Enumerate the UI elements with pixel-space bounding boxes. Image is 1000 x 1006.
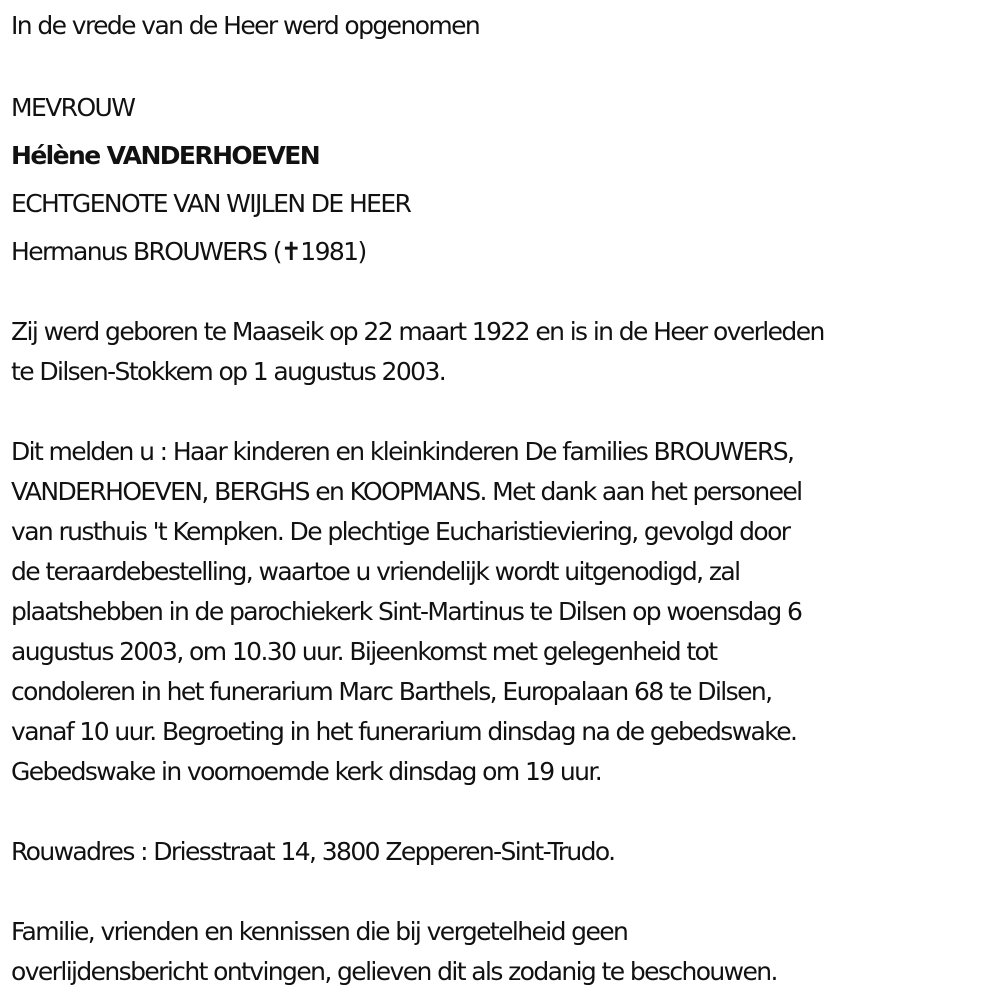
- announcement-paragraph: [11, 432, 993, 792]
- spouse-death-year: 1981): [300, 237, 366, 266]
- title-text: MEVROUW: [11, 93, 135, 122]
- deceased-header: [11, 84, 993, 276]
- announcement-line: augustus 2003, om 10.30 uur. Bijeenkomst met gelegenheid tot: [11, 637, 717, 666]
- deceased-name: Hélène VANDERHOEVEN: [11, 141, 320, 170]
- intro-text: In de vrede van de Heer werd opgenomen: [11, 11, 480, 40]
- birth-death-paragraph: [11, 312, 993, 392]
- intro-paragraph: [11, 6, 993, 46]
- closing-line-1: Familie, vrienden en kennissen die bij vergetelheid geen: [11, 917, 628, 946]
- address-paragraph: [11, 832, 993, 872]
- announcement-line: van rusthuis 't Kempken. De plechtige Eucharistieviering, gevolgd door: [11, 517, 790, 546]
- announcement-line: VANDERHOEVEN, BERGHS en KOOPMANS. Met dank aan het personeel: [11, 477, 802, 506]
- cross-icon: ✝: [280, 237, 301, 266]
- spouse-name: Hermanus BROUWERS (: [11, 237, 281, 266]
- spouse-name-line: [11, 228, 993, 276]
- announcement-line: condoleren in het funerarium Marc Barthels, Europalaan 68 te Dilsen,: [11, 677, 772, 706]
- announcement-line: vanaf 10 uur. Begroeting in het funerarium dinsdag na de gebedswake.: [11, 717, 797, 746]
- mourning-address: Rouwadres : Driesstraat 14, 3800 Zepperen-Sint-Trudo.: [11, 837, 615, 866]
- birth-line-2: te Dilsen-Stokkem op 1 augustus 2003.: [11, 357, 446, 386]
- announcement-line: de teraardebestelling, waartoe u vriendelijk wordt uitgenodigd, zal: [11, 557, 740, 586]
- birth-line-1: Zij werd geboren te Maaseik op 22 maart 1922 en is in de Heer overleden: [11, 317, 824, 346]
- spouse-line: ECHTGENOTE VAN WIJLEN DE HEER: [11, 189, 411, 218]
- announcement-line: plaatshebben in de parochiekerk Sint-Martinus te Dilsen op woensdag 6: [11, 597, 802, 626]
- announcement-line: Dit melden u : Haar kinderen en kleinkinderen De families BROUWERS,: [11, 437, 794, 466]
- death-notice: [11, 6, 993, 992]
- announcement-line: Gebedswake in voornoemde kerk dinsdag om 19 uur.: [11, 757, 602, 786]
- closing-line-2: overlijdensbericht ontvingen, gelieven dit als zodanig te beschouwen.: [11, 957, 777, 986]
- closing-paragraph: [11, 912, 993, 992]
